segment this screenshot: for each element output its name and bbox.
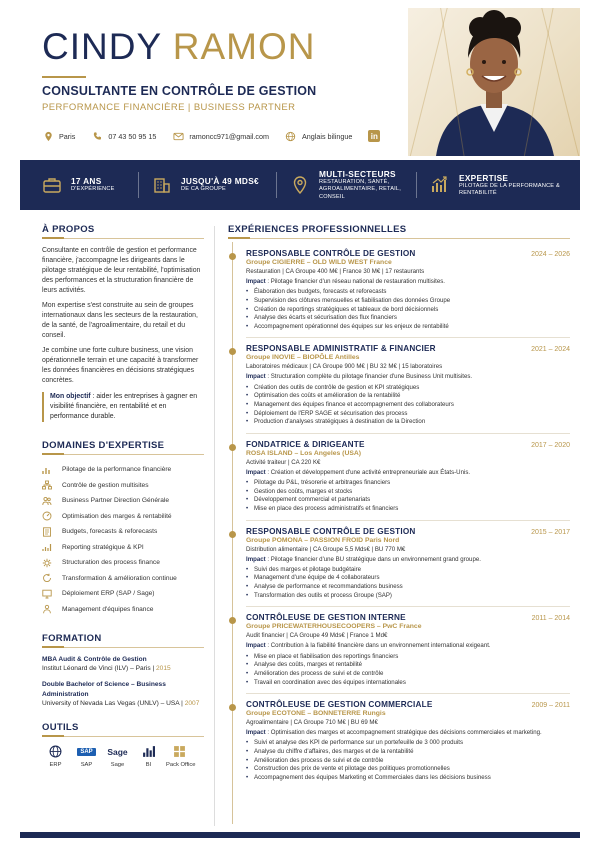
contact-language: [285, 130, 352, 142]
job-years: 2021 – 2024: [531, 346, 570, 354]
job-bullets: [246, 288, 570, 331]
job-years: 2009 – 2011: [531, 702, 570, 710]
expertise-item: Structuration des process finance: [42, 555, 204, 571]
email-text: ramoncc971@gmail.com: [189, 131, 269, 141]
job-title: CONSULTANTE EN CONTRÔLE DE GESTION: [42, 84, 317, 98]
degree-name: MBA Audit & Contrôle de Gestion: [42, 656, 147, 663]
job-impact: Impact : Création et développement d'une activité entrepreneuriale aux États-Unis.: [246, 468, 471, 476]
degree-year: 2015: [156, 665, 171, 673]
expertise-item: Budgets, forecasts & reforecasts: [42, 524, 204, 540]
job-bullet: • Suivi et analyse des KPI de performance sur un portefeuille de 3 000 produits: [246, 739, 570, 748]
job-bullets: [246, 739, 570, 782]
timeline-dot: [229, 348, 236, 355]
about-section: [42, 224, 204, 422]
contact-city: [42, 130, 75, 142]
degree-year: 2007: [184, 699, 200, 707]
job-divider: [246, 337, 570, 338]
stat-label: RESTAURATION, SANTÉ, AGROALIMENTAIRE, RETAIL, CONSEIL: [319, 179, 401, 200]
job-impact: Impact : Structuration complète du pilotage financier d'une Business Unit multisites.: [246, 373, 473, 381]
section-divider: [42, 238, 204, 239]
job-years: 2011 – 2014: [531, 615, 570, 623]
job-bullet: • Accompagnement opérationnel des équipes sur les enjeux de rentabilité: [246, 323, 570, 332]
job-meta: Restauration | CA Groupe 400 M€ | France 30 M€ | 17 restaurants: [246, 268, 425, 275]
job-company: ROSA ISLAND – Los Angeles (USA): [246, 449, 362, 457]
about-paragraph: Mon expertise s'est construite au sein de groupes internationaux dans les secteurs de la restauration, de la santé, de l'agroalimentaire, du retail et du conseil.: [42, 302, 198, 339]
stat-value: JUSQU'À 49 MDS€: [181, 176, 259, 187]
job-bullet: • Gestion des coûts, marges et stocks: [246, 488, 570, 497]
language-text: Anglais bilingue: [301, 131, 353, 141]
job-bullet: • Travail en coordination avec des équipes internationales: [246, 679, 570, 688]
section-divider: [42, 736, 204, 737]
job-bullet: • Création des outils de contrôle de gestion et KPI stratégiques: [246, 384, 570, 393]
expertise-item: Pilotage de la performance financière: [42, 462, 204, 478]
job-role: RESPONSABLE ADMINISTRATIF & FINANCIER: [246, 344, 436, 354]
stat-label: D'EXPÉRIENCE: [71, 186, 115, 193]
job-bullet: • Suivi des marges et pilotage budgétaire: [246, 566, 570, 575]
education-section: [42, 633, 204, 708]
building-icon: [152, 175, 172, 195]
school-name: University of Nevada Las Vegas (UNLV) – USA: [42, 699, 180, 707]
column-divider: [214, 226, 215, 826]
job-role: FONDATRICE & DIRIGEANTE: [246, 439, 365, 449]
section-title: DOMAINES D'EXPERTISE: [42, 440, 165, 451]
job-divider: [246, 520, 570, 521]
profile-photo: [408, 8, 580, 156]
job-company: Groupe ECOTONE – BONNETERRE Rungis: [246, 710, 386, 718]
job-bullet: • Mise en place des process administratifs et financiers: [246, 505, 570, 514]
job-bullet: • Analyse des coûts, marges et rentabilité: [246, 661, 570, 670]
bi-chart-icon: [135, 744, 162, 759]
document-icon: [42, 527, 52, 537]
job-bullet: • Transformation des outils et process Groupe (SAP): [246, 592, 570, 601]
erp-globe-icon: [42, 744, 69, 759]
contact-bar: [42, 130, 396, 142]
section-divider: [42, 647, 204, 648]
first-name: CINDY: [42, 26, 162, 67]
stat-label: PILOTAGE DE LA PERFORMANCE & RENTABILITÉ: [459, 182, 560, 196]
about-paragraph: Je combine une forte culture business, une vision opérationnelle terrain et une capacité à transformer les données financières en décisions stratégiques concrètes.: [42, 347, 199, 384]
stat-value: 17 ANS: [71, 176, 102, 187]
expertise-item: Business Partner Direction Générale: [42, 493, 204, 509]
education-item: Double Bachelor of Science – Business Administration University of Nevada Las Vegas (UNLV) – USA | 2007: [42, 680, 204, 708]
job-company: Groupe POMONA – PASSION FROID Paris Nord: [246, 536, 400, 544]
footer-bar: [20, 832, 580, 838]
tool-sap: [73, 744, 100, 768]
job-bullet: • Création de reportings stratégiques et tableaux de bord décisionnels: [246, 306, 570, 315]
globe-icon: [285, 130, 297, 142]
job-meta: Laboratoires médicaux | CA Groupe 900 M€ | BU 32 M€ | 15 laboratoires: [246, 363, 443, 371]
job-years: 2017 – 2020: [531, 441, 570, 449]
job-role: CONTRÔLEUSE DE GESTION COMMERCIALE: [246, 700, 433, 710]
job-entry: [228, 527, 570, 601]
tool-label: Pack Office: [166, 762, 196, 769]
job-bullet: • Analyse de performance et recommandations business: [246, 583, 570, 592]
expertise-item: Transformation & amélioration continue: [42, 571, 204, 587]
job-entry: [228, 249, 570, 331]
job-meta: Activité traiteur | CA 220 K€: [246, 458, 321, 466]
job-years: 2015 – 2017: [531, 528, 570, 536]
job-role: RESPONSABLE CONTRÔLE DE GESTION: [246, 249, 416, 258]
section-divider: [42, 454, 204, 455]
full-name: [42, 28, 315, 65]
resume-page: [20, 8, 580, 838]
about-paragraph: Consultante en contrôle de gestion et performance financière, j'accompagne les dirigeants dans le pilotage stratégique de leur rentabilité, l'optimisation des performances et la structuration financière de leurs activités.: [42, 247, 201, 294]
expertise-item: Reporting stratégique & KPI: [42, 540, 204, 556]
job-bullet: • Analyse des écarts et sécurisation des flux financiers: [246, 314, 570, 323]
tools-section: [42, 722, 204, 768]
job-bullet: • Optimisation des coûts et amélioration de la rentabilité: [246, 392, 570, 401]
tool-label: ERP: [49, 762, 62, 769]
section-divider: [228, 238, 570, 239]
monitor-icon: [42, 589, 52, 599]
expertise-item: Déploiement ERP (SAP / Sage): [42, 586, 204, 602]
job-entry: [228, 613, 570, 687]
job-meta: Distribution alimentaire | CA Groupe 5,5 Mds€ | BU 770 M€: [246, 545, 406, 553]
objective-label: Mon objectif: [50, 393, 91, 400]
education-item: MBA Audit & Contrôle de Gestion Institut Léonard de Vinci (ILV) – Paris | 2015: [42, 655, 204, 673]
job-bullets: [246, 653, 570, 688]
stat-revenue: [138, 168, 276, 202]
tool-office: [166, 744, 196, 769]
job-bullet: • Accompagnement des équipes Marketing et Commerciales dans les décisions business: [246, 774, 570, 783]
tool-label: BI: [145, 762, 152, 769]
left-column: [42, 224, 204, 768]
school-name: Institut Léonard de Vinci (ILV) – Paris: [42, 665, 151, 673]
tool-label: SAP: [80, 762, 93, 769]
stat-value: MULTI-SECTEURS: [319, 169, 396, 180]
job-bullets: [246, 566, 570, 601]
contact-email[interactable]: [172, 130, 269, 142]
reporting-chart-icon: [42, 542, 52, 552]
stat-sectors: [276, 168, 416, 202]
gauge-icon: [42, 511, 52, 521]
sitemap-icon: [42, 480, 52, 490]
stat-value: EXPERTISE: [459, 172, 509, 183]
job-years: 2024 – 2026: [531, 251, 570, 258]
section-title: À PROPOS: [42, 224, 95, 235]
job-bullet: • Analyse du chiffre d'affaires, des marges et de la rentabilité: [246, 748, 570, 757]
last-name: RAMON: [172, 26, 316, 67]
phone-icon: [91, 130, 103, 142]
timeline-dot: [229, 617, 236, 624]
job-bullet: • Management d'une équipe de 4 collaborateurs: [246, 574, 570, 583]
job-divider: [246, 693, 570, 694]
tools-list: [42, 744, 204, 768]
contact-phone[interactable]: [91, 130, 156, 142]
job-meta: Agroalimentaire | CA Groupe 710 M€ | BU 69 M€: [246, 719, 378, 727]
job-impact: Impact : Contribution à la fiabilité financière dans un environnement international exigeant.: [246, 642, 491, 650]
mail-icon: [172, 130, 184, 142]
job-subtitle: PERFORMANCE FINANCIÈRE | BUSINESS PARTNER: [42, 102, 296, 113]
job-company: Groupe INOVIE – BIOPÔLE Antilles: [246, 354, 360, 362]
job-company: Groupe CIGIERRE – OLD WILD WEST France: [246, 259, 392, 266]
job-bullet: • Production d'analyses stratégiques à destination de la Direction: [246, 418, 570, 427]
job-impact: Impact : Pilotage financier d'un réseau national de restauration multisites.: [246, 278, 445, 285]
degree-name: Double Bachelor of Science – Business Administration: [42, 681, 166, 698]
linkedin-icon[interactable]: in: [368, 130, 380, 142]
stat-experience: [20, 168, 138, 202]
job-bullet: • Management des équipes finance et accompagnement des collaborateurs: [246, 401, 570, 410]
phone-text: 07 43 50 95 15: [108, 131, 157, 141]
team-icon: [42, 604, 52, 614]
contact-linkedin[interactable]: [368, 130, 380, 142]
location-icon: [290, 175, 310, 195]
section-title: FORMATION: [42, 633, 102, 644]
location-pin-icon: [42, 130, 54, 142]
tool-erp: [42, 744, 69, 768]
section-title: EXPÉRIENCES PROFESSIONNELLES: [228, 224, 407, 235]
job-bullet: • Amélioration des process de suivi et de contrôle: [246, 670, 570, 679]
portrait-illustration-icon: [408, 8, 580, 156]
office-grid-icon: [166, 744, 193, 759]
objective-box: [42, 392, 204, 422]
stat-label: DE CA GROUPE: [181, 186, 226, 193]
expertise-list: [42, 462, 204, 617]
objective-text: : aider les entreprises à gagner en visibilité financière, en rentabilité et en performance durable.: [50, 393, 198, 420]
expertise-item: Optimisation des marges & rentabilité: [42, 509, 204, 525]
refresh-icon: [42, 573, 52, 583]
job-divider: [246, 606, 570, 607]
job-bullet: • Élaboration des budgets, forecasts et reforecasts: [246, 288, 570, 297]
briefcase-icon: [42, 175, 62, 195]
bar-chart-icon: [42, 465, 52, 475]
experience-section: [228, 224, 570, 789]
sap-logo-icon: SAP: [73, 744, 100, 759]
expertise-section: [42, 440, 204, 617]
job-role: RESPONSABLE CONTRÔLE DE GESTION: [246, 526, 416, 536]
tool-label: Sage: [110, 762, 125, 769]
job-bullet: • Amélioration des process de suivi et de contrôle: [246, 757, 570, 766]
timeline-dot: [229, 704, 236, 711]
name-underline: [42, 76, 86, 78]
job-divider: [246, 433, 570, 434]
job-impact: Impact : Optimisation des marges et accompagnement stratégique des décisions commerciales et marketing.: [246, 729, 542, 737]
tool-sage: [104, 744, 131, 768]
job-meta: Audit financier | CA Groupe 49 Mds€ | France 1 Md€: [246, 632, 388, 640]
timeline-dot: [229, 253, 236, 260]
city-text: Paris: [59, 131, 76, 141]
job-impact: Impact : Pilotage financier d'une BU stratégique dans un environnement grand groupe.: [246, 555, 481, 563]
tool-bi: [135, 744, 162, 768]
job-bullet: • Déploiement de l'ERP SAGE et sécurisation des process: [246, 410, 570, 419]
expertise-item: Management d'équipes finance: [42, 602, 204, 618]
header: [20, 8, 580, 156]
job-role: CONTRÔLEUSE DE GESTION INTERNE: [246, 613, 406, 623]
job-company: Groupe PRICEWATERHOUSECOOPERS – PwC France: [246, 623, 422, 631]
job-entry: [228, 700, 570, 782]
timeline-dot: [229, 531, 236, 538]
job-bullet: • Développement commercial et partenariats: [246, 496, 570, 505]
users-icon: [42, 496, 52, 506]
sage-logo-icon: Sage: [107, 746, 128, 757]
job-bullet: • Mise en place et fiabilisation des reportings financiers: [246, 653, 570, 662]
job-entry: [228, 440, 570, 514]
job-entry: [228, 344, 570, 426]
stat-expertise: [416, 168, 576, 202]
key-figures-band: [20, 160, 580, 210]
section-title: OUTILS: [42, 722, 79, 734]
job-bullets: [246, 479, 570, 514]
job-bullet: • Pilotage du P&L, trésorerie et arbitrages financiers: [246, 479, 570, 488]
expertise-item: Contrôle de gestion multisites: [42, 478, 204, 494]
timeline-dot: [229, 444, 236, 451]
growth-chart-icon: [430, 175, 450, 195]
gear-icon: [42, 558, 52, 568]
job-bullet: • Supervision des clôtures mensuelles et fiabilisation des données Groupe: [246, 297, 570, 306]
job-bullets: [246, 384, 570, 427]
job-bullet: • Construction des prix de vente et pilotage des politiques promotionnelles: [246, 765, 570, 774]
